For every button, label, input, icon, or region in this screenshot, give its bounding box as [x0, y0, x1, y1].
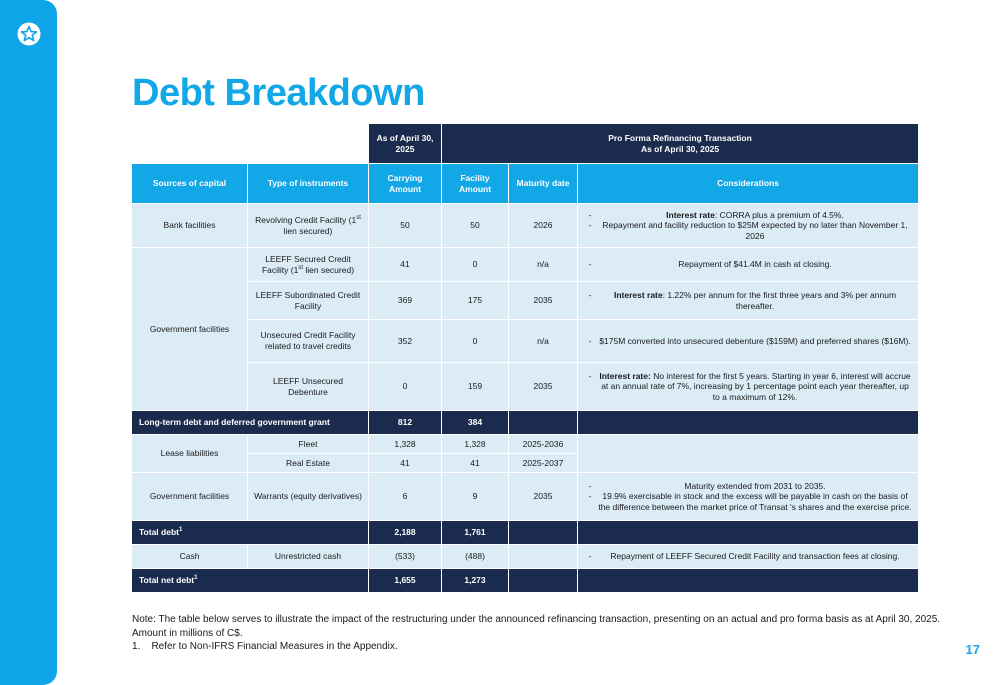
carrying-value: 1,328 — [369, 435, 442, 454]
type-warrants: Warrants (equity derivatives) — [248, 473, 369, 521]
type-real-estate: Real Estate — [248, 454, 369, 473]
total-net-debt-text: Total net debt — [139, 575, 195, 586]
considerations-warrants — [578, 473, 919, 521]
type-revolving — [248, 204, 369, 248]
maturity-value: 2035 — [509, 473, 578, 521]
bullet-dash: - — [588, 551, 592, 562]
bullet-text: No interest for the first 5 years. Starting in year 6, interest will accrue at an annual rate of 7%, increasing by 1 percentage point each year thereafter, up to a maximum of 12%. — [601, 370, 911, 402]
as-of-header: As of April 30, 2025 — [369, 124, 442, 164]
facility-value: 1,328 — [442, 435, 509, 454]
note-line: Amount in millions of C$. — [132, 627, 243, 639]
type-unrestricted-cash: Unrestricted cash — [248, 545, 369, 569]
column-header-row — [132, 164, 919, 204]
type-text: lien secured) — [303, 264, 355, 275]
maturity-value: 2035 — [509, 363, 578, 411]
maturity-value: 2035 — [509, 282, 578, 320]
bullet-item — [583, 491, 913, 512]
carrying-value: 0 — [369, 363, 442, 411]
table-row-leeff-subordinated — [132, 282, 919, 320]
maturity-value: n/a — [509, 320, 578, 363]
considerations-leeff-subordinated — [578, 282, 919, 320]
type-unsecured-travel: Unsecured Credit Facility related to travel credits — [248, 320, 369, 363]
carrying-value: (533) — [369, 545, 442, 569]
facility-value: 384 — [442, 411, 509, 435]
facility-value: 50 — [442, 204, 509, 248]
carrying-value: 41 — [369, 454, 442, 473]
considerations-lease-empty — [578, 435, 919, 473]
carrying-value: 369 — [369, 282, 442, 320]
footnote-line: 1. Refer to Non-IFRS Financial Measures in the Appendix. — [132, 641, 398, 652]
long-term-debt-label: Long-term debt and deferred government grant — [132, 411, 369, 435]
bullet-text: 19.9% exercisable in stock and the excess will be payable in cash on the basis of the difference between the market price of Transat 's shares and the exercise price. — [598, 491, 912, 512]
bullet-item — [583, 220, 913, 241]
bullet-text: : 1.22% per annum for the first three years and 3% per annum thereafter. — [662, 289, 897, 311]
table-row-warrants — [132, 473, 919, 521]
facility-value: 0 — [442, 320, 509, 363]
facility-value: 1,273 — [442, 569, 509, 593]
table-row-leeff-secured — [132, 248, 919, 282]
facility-value: 1,761 — [442, 521, 509, 545]
facility-value: 175 — [442, 282, 509, 320]
carrying-value: 41 — [369, 248, 442, 282]
col-considerations-header: Considerations — [578, 164, 919, 204]
col-maturity-header: Maturity date — [509, 164, 578, 204]
bullet-item — [583, 481, 913, 492]
type-sup: st — [298, 264, 303, 271]
maturity-value-empty — [509, 521, 578, 545]
source-bank: Bank facilities — [132, 204, 248, 248]
bullet-dash: - — [588, 335, 592, 346]
col-type-header: Type of instruments — [248, 164, 369, 204]
maturity-value: 2025-2037 — [509, 454, 578, 473]
type-sup: st — [356, 215, 361, 222]
pro-forma-line1: Pro Forma Refinancing Transaction — [608, 132, 752, 143]
carrying-value: 2,188 — [369, 521, 442, 545]
facility-value: 159 — [442, 363, 509, 411]
bullet-text: Maturity extended from 2031 to 2035. — [684, 480, 826, 491]
bullet-item — [583, 259, 913, 270]
bullet-dash: - — [588, 209, 592, 220]
type-leeff-secured — [248, 248, 369, 282]
bullet-dash: - — [588, 370, 592, 381]
carrying-value: 50 — [369, 204, 442, 248]
bullet-item — [583, 290, 913, 311]
star-logo-icon — [17, 22, 41, 46]
total-debt-text: Total debt — [139, 527, 179, 538]
bullet-bold: Interest rate — [666, 209, 715, 220]
type-text: Revolving Credit Facility (1 — [255, 214, 357, 225]
bullet-dash: - — [588, 289, 592, 300]
table-row-fleet — [132, 435, 919, 454]
maturity-value: 2025-2036 — [509, 435, 578, 454]
facility-value: 9 — [442, 473, 509, 521]
bullet-item — [583, 371, 913, 403]
total-net-debt-label — [132, 569, 369, 593]
col-sources-header: Sources of capital — [132, 164, 248, 204]
maturity-value-empty — [509, 411, 578, 435]
considerations-leeff-secured — [578, 248, 919, 282]
considerations-unsecured-travel — [578, 320, 919, 363]
considerations-empty — [578, 569, 919, 593]
bullet-text: Repayment and facility reduction to $25M expected by no later than November 1, 2026 — [602, 220, 908, 241]
maturity-value-empty — [509, 545, 578, 569]
considerations-bank — [578, 204, 919, 248]
maturity-value: 2026 — [509, 204, 578, 248]
table-row-cash — [132, 545, 919, 569]
source-cash: Cash — [132, 545, 248, 569]
carrying-value: 6 — [369, 473, 442, 521]
source-government: Government facilities — [132, 473, 248, 521]
footnote-marker: 1 — [178, 527, 183, 534]
bullet-item — [583, 210, 913, 221]
table-row-unsecured-travel — [132, 320, 919, 363]
bullet-dash: - — [588, 220, 592, 231]
bullet-item — [583, 336, 913, 347]
carrying-value: 352 — [369, 320, 442, 363]
source-lease: Lease liabilities — [132, 435, 248, 473]
table-row-long-term-debt — [132, 411, 919, 435]
maturity-value-empty — [509, 569, 578, 593]
bullet-text: $175M converted into unsecured debenture ($159M) and preferred shares ($16M). — [599, 335, 911, 346]
source-government: Government facilities — [132, 248, 248, 411]
note-line: Note: The table below serves to illustrate the impact of the restructuring under the announced refinancing transaction, presenting on an actual and pro forma basis as at April 30, 2025. — [132, 614, 941, 625]
table-row-leeff-debenture — [132, 363, 919, 411]
facility-value: 0 — [442, 248, 509, 282]
type-fleet: Fleet — [248, 435, 369, 454]
type-leeff-debenture: LEEFF Unsecured Debenture — [248, 363, 369, 411]
col-carrying-header: Carrying Amount — [369, 164, 442, 204]
considerations-empty — [578, 411, 919, 435]
bullet-text: Repayment of $41.4M in cash at closing. — [678, 259, 832, 270]
facility-value: 41 — [442, 454, 509, 473]
considerations-cash — [578, 545, 919, 569]
header-row-top — [132, 124, 919, 164]
sidebar-band — [0, 0, 57, 685]
pro-forma-line2: As of April 30, 2025 — [640, 143, 720, 154]
table-row-bank — [132, 204, 919, 248]
col-facility-header: Facility Amount — [442, 164, 509, 204]
bullet-dash: - — [588, 491, 592, 502]
table-row-total-debt — [132, 521, 919, 545]
pro-forma-header — [442, 124, 919, 164]
type-text: LEEFF Secured Credit Facility (1 — [261, 253, 351, 275]
type-text: lien secured) — [283, 225, 333, 236]
bullet-dash: - — [588, 259, 592, 270]
carrying-value: 1,655 — [369, 569, 442, 593]
bullet-bold: Interest rate — [613, 289, 663, 300]
bullet-text: : CORRA plus a premium of 4.5%. — [714, 209, 844, 220]
carrying-value: 812 — [369, 411, 442, 435]
table-row-total-net-debt — [132, 569, 919, 593]
considerations-leeff-debenture — [578, 363, 919, 411]
bullet-item — [583, 551, 913, 562]
page-title: Debt Breakdown — [132, 72, 425, 114]
page-number: 17 — [965, 642, 980, 657]
notes-block — [132, 613, 940, 654]
considerations-empty — [578, 521, 919, 545]
bullet-text: Repayment of LEEFF Secured Credit Facility and transaction fees at closing. — [610, 551, 900, 562]
total-debt-label — [132, 521, 369, 545]
header-spacer — [132, 124, 369, 164]
bullet-bold: Interest rate: — [599, 370, 651, 381]
debt-table — [131, 123, 919, 593]
type-leeff-subordinated: LEEFF Subordinated Credit Facility — [248, 282, 369, 320]
bullet-dash: - — [588, 480, 592, 491]
maturity-value: n/a — [509, 248, 578, 282]
facility-value: (488) — [442, 545, 509, 569]
footnote-marker: 1 — [194, 575, 198, 582]
